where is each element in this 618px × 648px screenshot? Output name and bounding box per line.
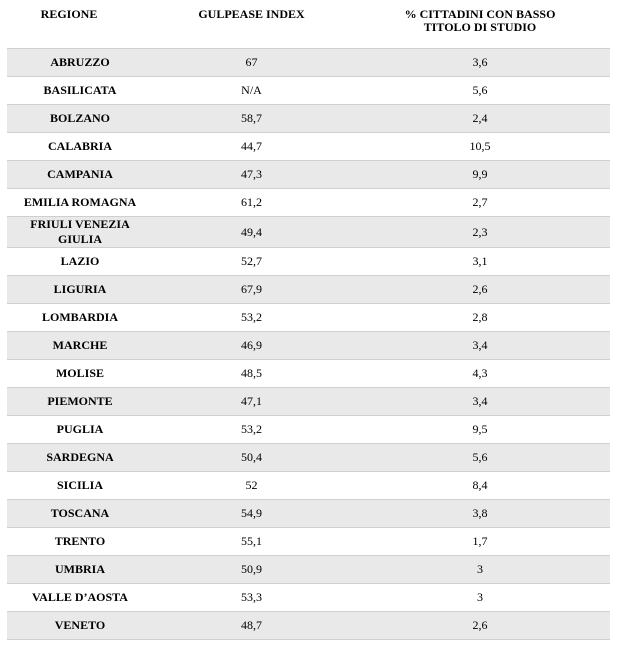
table-row [7,77,610,105]
cell-gulpease: 48,7 [153,612,350,640]
cell-low-education: 10,5 [350,133,610,161]
cell-low-education: 2,6 [350,612,610,640]
table-header [7,7,610,49]
cell-gulpease: 50,4 [153,444,350,472]
cell-region: SARDEGNA [7,444,153,472]
table-row [7,556,610,584]
header-row [7,7,610,49]
cell-region: VENETO [7,612,153,640]
header-region [7,7,153,49]
table-row [7,105,610,133]
cell-region: MARCHE [7,332,153,360]
cell-low-education: 9,5 [350,416,610,444]
table-row [7,304,610,332]
cell-region: MOLISE [7,360,153,388]
table-row [7,416,610,444]
table-row [7,161,610,189]
cell-region: UMBRIA [7,556,153,584]
table-row [7,276,610,304]
table-body [7,49,610,640]
cell-low-education: 5,6 [350,444,610,472]
cell-region: CAMPANIA [7,161,153,189]
cell-region: FRIULI VENEZIA GIULIA [7,217,153,248]
table-row [7,388,610,416]
cell-gulpease: 54,9 [153,500,350,528]
cell-region: BASILICATA [7,77,153,105]
table-row [7,584,610,612]
cell-gulpease: 53,3 [153,584,350,612]
cell-gulpease: N/A [153,77,350,105]
cell-low-education: 3 [350,556,610,584]
cell-gulpease: 48,5 [153,360,350,388]
cell-gulpease: 50,9 [153,556,350,584]
cell-gulpease: 53,2 [153,416,350,444]
table-row [7,248,610,276]
cell-low-education: 2,3 [350,217,610,248]
table-row [7,360,610,388]
cell-low-education: 2,7 [350,189,610,217]
cell-low-education: 3,8 [350,500,610,528]
header-low-education-label: % CITTADINI CON BASSO TITOLO DI STUDIO [404,7,556,34]
cell-low-education: 9,9 [350,161,610,189]
cell-region: ABRUZZO [7,49,153,77]
cell-low-education: 5,6 [350,77,610,105]
table-row [7,612,610,640]
cell-low-education: 3,4 [350,388,610,416]
table-row [7,49,610,77]
cell-gulpease: 67 [153,49,350,77]
cell-region: VALLE D’AOSTA [7,584,153,612]
cell-gulpease: 53,2 [153,304,350,332]
cell-low-education: 3,1 [350,248,610,276]
cell-gulpease: 49,4 [153,217,350,248]
table-row [7,528,610,556]
cell-low-education: 2,8 [350,304,610,332]
data-table-container [7,7,610,640]
cell-gulpease: 47,1 [153,388,350,416]
cell-low-education: 3,4 [350,332,610,360]
cell-low-education: 2,4 [350,105,610,133]
table-row [7,133,610,161]
cell-low-education: 4,3 [350,360,610,388]
cell-region: LOMBARDIA [7,304,153,332]
cell-low-education: 3,6 [350,49,610,77]
cell-gulpease: 58,7 [153,105,350,133]
table-row [7,217,610,248]
cell-low-education: 3 [350,584,610,612]
cell-gulpease: 44,7 [153,133,350,161]
cell-gulpease: 46,9 [153,332,350,360]
cell-region: BOLZANO [7,105,153,133]
cell-region: LAZIO [7,248,153,276]
cell-gulpease: 67,9 [153,276,350,304]
cell-gulpease: 47,3 [153,161,350,189]
cell-region: TOSCANA [7,500,153,528]
cell-gulpease: 52 [153,472,350,500]
cell-region: LIGURIA [7,276,153,304]
header-gulpease-label: GULPEASE INDEX [198,7,305,21]
cell-gulpease: 52,7 [153,248,350,276]
table-row [7,189,610,217]
cell-low-education: 2,6 [350,276,610,304]
region-statistics-table [7,7,610,640]
header-low-education [350,7,610,49]
cell-low-education: 1,7 [350,528,610,556]
cell-region: CALABRIA [7,133,153,161]
cell-region: PUGLIA [7,416,153,444]
cell-gulpease: 61,2 [153,189,350,217]
table-row [7,472,610,500]
cell-gulpease: 55,1 [153,528,350,556]
header-region-label: REGIONE [40,7,98,21]
header-gulpease [153,7,350,49]
table-row [7,332,610,360]
cell-low-education: 8,4 [350,472,610,500]
cell-region: PIEMONTE [7,388,153,416]
cell-region: TRENTO [7,528,153,556]
cell-region: EMILIA ROMAGNA [7,189,153,217]
table-row [7,444,610,472]
cell-region: SICILIA [7,472,153,500]
table-row [7,500,610,528]
